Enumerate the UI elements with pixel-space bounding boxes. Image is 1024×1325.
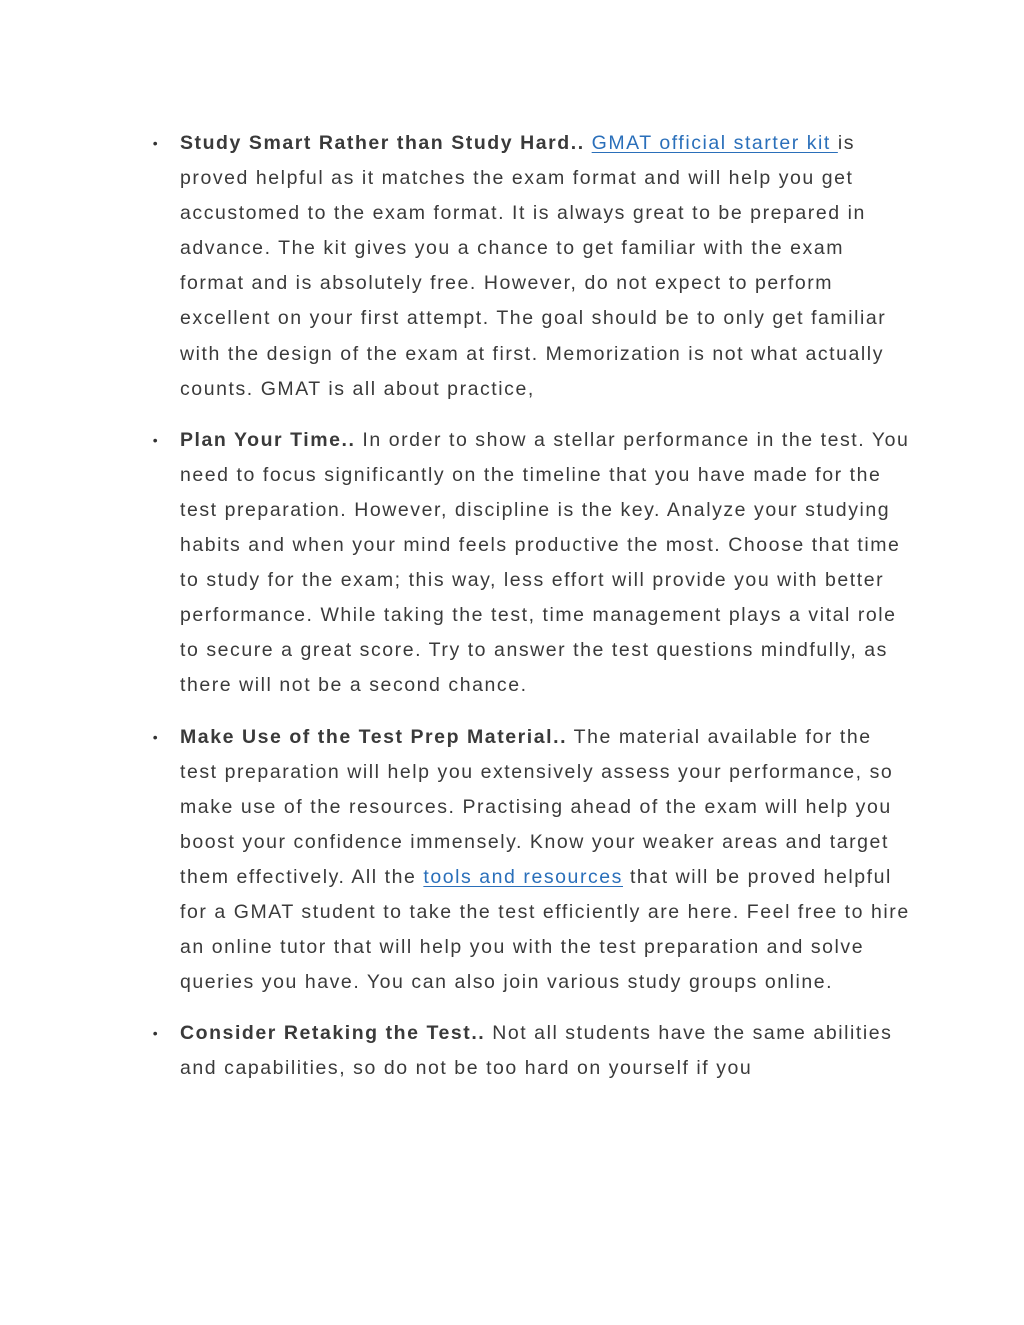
bullet-icon: • (152, 135, 160, 151)
list-item (152, 1016, 915, 1086)
bullet-icon: • (152, 728, 160, 745)
tools-and-resources-link[interactable]: tools and resources (423, 865, 623, 888)
item-body-text: In order to show a stellar performance in the test. You need to focus significantly on the timeline that you have made for the test preparation. However, discipline is the key. Analyze your studying habits and when your mind feels productive the most. Choose that time to study for the exam; this way, less effort will provide you with better performance. While taking the test, time management plays a vital role to secure a great score. Try to answer the test questions mindfully, as there will not be a second chance. (180, 428, 910, 697)
item-body-text: Not all students have the same abilities and capabilities, so do not be too hard on yourself if you (180, 1022, 893, 1080)
item-heading: Consider Retaking the Test.. (180, 1022, 486, 1045)
bullet-icon: • (152, 431, 160, 448)
item-body-text-continued: that will be proved helpful for a GMAT student to take the test efficiently are here. Feel free to hire an online tutor that will help you with the test preparation and solve queries you have. You can also join various study groups online. (180, 865, 910, 994)
gmat-starter-kit-link[interactable]: GMAT official starter kit (591, 132, 838, 154)
list-item (152, 423, 915, 704)
item-heading: Make Use of the Test Prep Material.. (180, 725, 568, 748)
list-item (152, 720, 915, 1001)
item-body-text: is proved helpful as it matches the exam format and will help you get accustomed to the exam format. It is always great to be prepared in advance. The kit gives you a chance to get familiar with the exam format and is absolutely free. However, do not expect to perform excellent on your first attempt. The goal should be to only get familiar with the design of the exam at first. Memorization is not what actually counts. GMAT is all about practice, (180, 132, 887, 400)
tips-list (152, 126, 915, 1102)
item-body-text: The material available for the test preparation will help you extensively assess your performance, so make use of the resources. Practising ahead of the exam will help you boost your confidence immensely. Know your weaker areas and target them effectively. All the (180, 725, 894, 888)
item-heading: Plan Your Time.. (180, 428, 356, 451)
item-heading: Study Smart Rather than Study Hard.. (180, 132, 585, 154)
list-item (152, 126, 915, 407)
bullet-icon: • (152, 1025, 160, 1042)
